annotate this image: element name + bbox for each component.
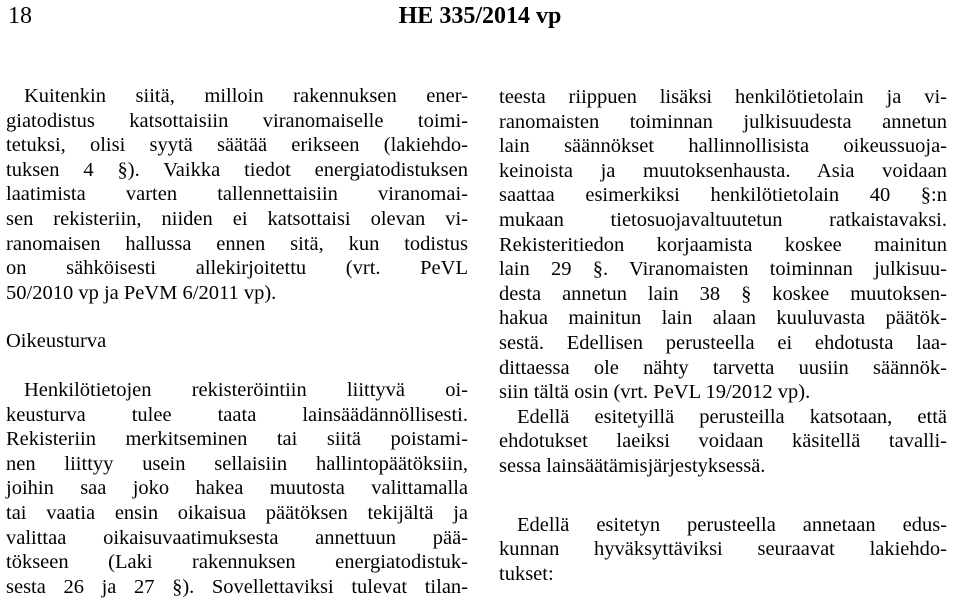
text-line: valittaa oikaisuvaatimuksesta annettuun pää- — [6, 526, 468, 549]
text-line: keinoista ja muutoksenhausta. Asia voidaan — [499, 159, 947, 182]
text-line: Edellä esitetyillä perusteilla katsotaan, että — [517, 405, 947, 428]
section-heading: Oikeusturva — [6, 330, 107, 353]
text-line: tai vaatia ensin oikaisua päätöksen tekijältä ja — [6, 501, 468, 524]
paragraph-continuation — [499, 85, 947, 405]
paragraph-legal-protection — [6, 378, 468, 599]
text-line: joihin saa joko hakea muutosta valittamalla — [6, 477, 468, 500]
document-id: HE 335/2014 vp — [398, 3, 562, 29]
right-column — [499, 85, 947, 586]
paragraph-proposal — [499, 513, 947, 587]
text-line: dittaessa ole nähty tarvetta uusiin säännök- — [499, 356, 947, 379]
text-line: tetuksi, olisi syytä säätää erikseen (lakiehdo- — [6, 134, 468, 157]
text-line: tuksen 4 §). Vaikka tiedot energiatodistuksen — [6, 158, 468, 181]
text-line: ranomaisten toiminnan julkisuudesta annetun — [499, 110, 947, 133]
text-line: mukaan tietosuojavaltuutetun ratkaistavaksi. — [499, 208, 947, 231]
left-column — [6, 84, 468, 599]
paragraph-legislative-order — [499, 405, 947, 479]
page-number: 18 — [8, 3, 32, 29]
text-line: lain säännökset hallinnollisista oikeussuoja- — [499, 135, 947, 158]
text-line: ranomaisen hallussa ennen sitä, kun todistus — [6, 232, 468, 255]
text-line: on sähköisesti allekirjoitettu (vrt. PeVL — [6, 257, 468, 280]
text-line: Rekisteriin merkitseminen tai siitä poistami- — [6, 428, 468, 451]
text-line: Edellä esitetyn perusteella annetaan edus- — [517, 513, 947, 536]
text-line: tukset: — [499, 562, 554, 585]
paragraph-energy-certificate — [6, 84, 468, 305]
text-line: laatimista varten tallennettaisiin viranomai- — [6, 183, 468, 206]
text-line: lain 29 §. Viranomaisten toiminnan julkisuu- — [499, 258, 947, 281]
text-line: sesta 26 ja 27 §). Sovellettaviksi tulevat tilan- — [6, 575, 468, 598]
text-line: Rekisteritiedon korjaamista koskee mainitun — [499, 233, 947, 256]
text-line: keusturva tulee taata lainsäädännöllisesti. — [6, 403, 468, 426]
text-line: nen liittyy usein sellaisiin hallintopäätöksiin, — [6, 452, 468, 475]
text-line: kunnan hyväksyttäviksi seuraavat lakiehdo- — [499, 538, 947, 561]
text-line: 50/2010 vp ja PeVM 6/2011 vp). — [6, 281, 277, 304]
text-line: Kuitenkin siitä, milloin rakennuksen ener- — [24, 85, 468, 107]
text-line: sestä. Edellisen perusteella ei ehdotusta laa- — [499, 331, 947, 354]
text-line: sen rekisteriin, niiden ei katsottaisi olevan vi- — [6, 207, 468, 230]
text-line: ehdotukset laeiksi voidaan käsitellä tavalli- — [499, 430, 947, 453]
text-line: giatodistus katsottaisiin viranomaiselle toimi- — [6, 109, 468, 132]
text-line: saattaa esimerkiksi henkilötietolain 40 §:n — [499, 184, 947, 207]
text-line: hakua mainitun lain alaan kuuluvasta päätök- — [499, 307, 947, 330]
text-line: siin tältä osin (vrt. PeVL 19/2012 vp). — [499, 381, 811, 404]
text-line: teesta riippuen lisäksi henkilötietolain ja vi- — [499, 86, 947, 108]
text-line: sessa lainsäätämisjärjestyksessä. — [499, 454, 766, 477]
text-line: tökseen (Laki rakennuksen energiatodistuk- — [6, 551, 468, 574]
text-line: Henkilötietojen rekisteröintiin liittyvä oi- — [24, 378, 468, 401]
text-line: desta annetun lain 38 § koskee muutoksen- — [499, 282, 947, 305]
